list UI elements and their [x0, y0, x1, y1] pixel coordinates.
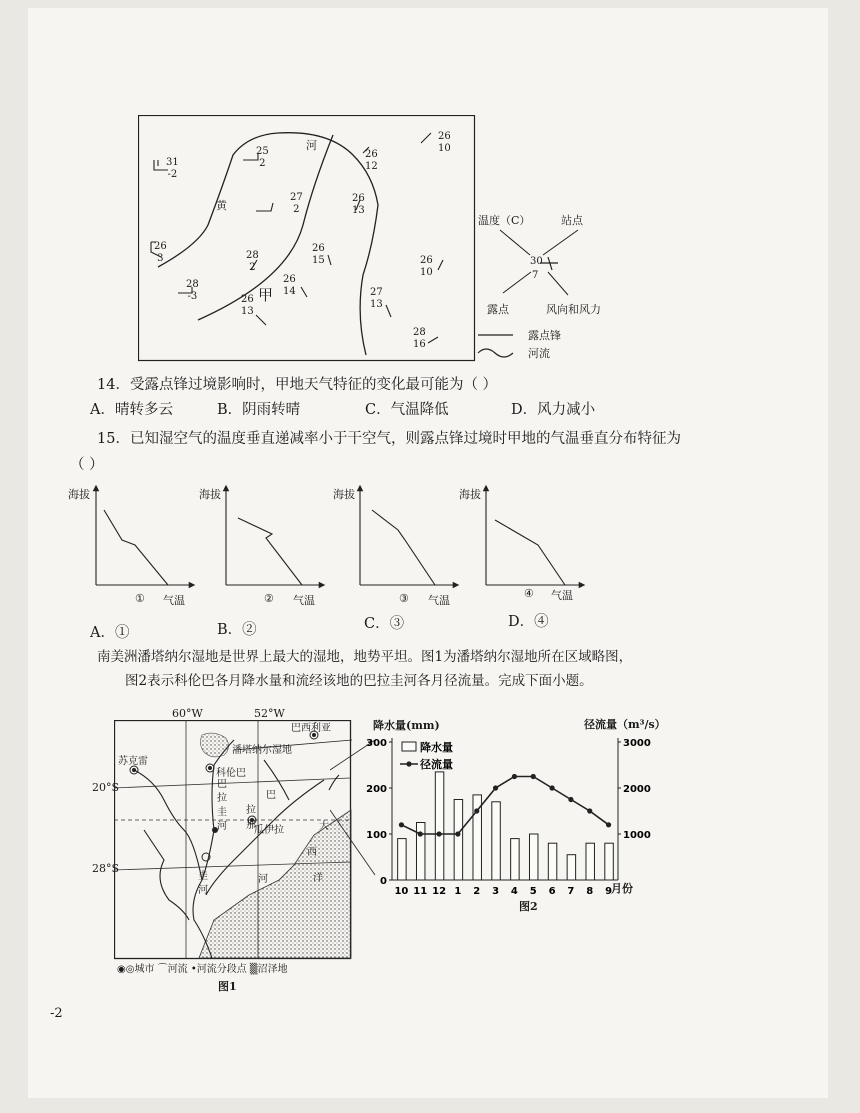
x-tick-label: 4 — [510, 886, 518, 897]
legend-runoff-label: 径流量 — [420, 758, 453, 771]
x-tick-label: 7 — [567, 886, 575, 897]
legend-wind: 风向和风力 — [546, 303, 601, 316]
legend-river-label: 河流 — [167, 964, 188, 975]
runoff-point — [606, 822, 611, 827]
place-jia: 甲 — [258, 286, 274, 304]
station-3: 27 2 — [290, 192, 303, 215]
station-13: 26 10 — [420, 255, 433, 278]
legend-city-label: 城市 — [134, 964, 155, 975]
right-tick-label: 3000 — [623, 738, 651, 749]
map-river-parana-end: 河 — [258, 874, 268, 885]
precip-bar — [586, 843, 594, 880]
station-4: 26 3 — [154, 241, 167, 264]
chart-y-left-label: 降水量(mm) — [373, 719, 440, 732]
precip-bar — [605, 843, 613, 880]
left-tick-label: 0 — [380, 876, 387, 887]
legend-swamp-icon: ▒ — [249, 964, 258, 975]
x-tick-label: 5 — [529, 886, 537, 897]
right-tick-label: 2000 — [623, 784, 651, 795]
x-tick-label: 1 — [454, 886, 462, 897]
q15-stem: 15．已知湿空气的温度垂直递减率小于干空气，则露点锋过境时甲地的气温垂直分布特征为 — [97, 431, 681, 447]
q15-option-b[interactable]: B．② — [217, 622, 257, 638]
q15-option-a[interactable]: A．① — [90, 625, 130, 641]
x-tick-label: 8 — [586, 886, 594, 897]
runoff-point — [418, 831, 423, 836]
precip-bar — [529, 834, 537, 880]
figure1-caption: 图1 — [218, 980, 237, 993]
legend-station: 站点 — [561, 214, 583, 227]
chart-y-right-label: 径流量（m³/s） — [584, 718, 666, 731]
runoff-point — [493, 785, 498, 790]
legend-temp: 温度（C） — [478, 214, 531, 227]
left-tick-label: 300 — [366, 738, 387, 749]
map-guaira: 瓜伊拉 — [254, 825, 284, 836]
station-12: 26 10 — [438, 131, 451, 154]
station-14: 27 13 — [370, 287, 383, 310]
map-river-paraguay-1: 巴 拉 圭 河 — [217, 779, 227, 832]
graph1-num: ① — [135, 592, 145, 605]
graph4-num: ④ — [524, 587, 534, 600]
x-tick-label: 12 — [432, 886, 447, 897]
figure2-caption: 图2 — [519, 900, 538, 913]
map-lon-52w: 52°W — [254, 707, 285, 720]
runoff-point — [587, 808, 592, 813]
precip-bar — [435, 772, 443, 880]
graph1-ylabel: 海拔 — [68, 488, 90, 501]
station-1: 31 -2 — [166, 157, 179, 180]
x-tick-label: 11 — [413, 886, 428, 897]
legend-river: 河流 — [528, 347, 550, 360]
precip-bar — [567, 855, 575, 880]
legend-dewpoint: 露点 — [487, 303, 509, 316]
precip-bar — [492, 802, 500, 880]
x-tick-label: 6 — [548, 886, 556, 897]
map-city-sucre: 苏克雷 — [118, 756, 148, 767]
station-10: 26 13 — [352, 193, 365, 216]
river-label-left: 黄 — [216, 199, 227, 212]
map-river-parana: 巴 拉 那 — [246, 790, 276, 831]
graph1-xlabel: 气温 — [163, 594, 185, 607]
map-river-paraguay-2: 圭 河 — [198, 871, 208, 896]
river-label-top: 河 — [306, 139, 317, 152]
graph4-ylabel: 海拔 — [459, 488, 481, 501]
map-city-brasilia: 巴西利亚 — [291, 723, 331, 734]
station-2: 25 2 — [256, 146, 269, 169]
station-8: 26 13 — [241, 294, 254, 317]
x-tick-label: 2 — [473, 886, 481, 897]
legend-precip-swatch — [402, 742, 416, 751]
intro-line-1: 南美洲潘塔纳尔湿地是世界上最大的湿地，地势平坦。图1为潘塔纳尔湿地所在区域略图， — [97, 649, 633, 665]
graph2-xlabel: 气温 — [293, 594, 315, 607]
left-tick-label: 100 — [366, 830, 387, 841]
graph2-num: ② — [264, 592, 274, 605]
precip-bar — [454, 800, 462, 881]
legend-runoff-dot — [406, 761, 411, 766]
q14-option-b[interactable]: B．阴雨转晴 — [217, 402, 301, 418]
legend-node-icon: • — [190, 964, 197, 975]
graph4-xlabel: 气温 — [551, 589, 573, 602]
x-tick-label: 9 — [605, 886, 613, 897]
station-7: 26 14 — [283, 274, 296, 297]
q14-option-a[interactable]: A．晴转多云 — [90, 402, 173, 418]
map-legend — [117, 960, 288, 975]
map-city-corumba: 科伦巴 — [216, 768, 246, 779]
legend-precip-label: 降水量 — [420, 741, 453, 754]
graph3-xlabel: 气温 — [428, 594, 450, 607]
graph2-ylabel: 海拔 — [199, 488, 221, 501]
legend-front: 露点锋 — [528, 329, 561, 342]
precip-bar — [398, 839, 406, 880]
runoff-point — [568, 797, 573, 802]
legend-city-icon: ◉◎ — [117, 964, 135, 975]
map-lat-28s: 28°S — [92, 862, 120, 875]
right-tick-label: 1000 — [623, 830, 651, 841]
map-ocean: 大 西 洋 — [307, 821, 329, 884]
map-lon-60w: 60°W — [172, 707, 203, 720]
station-15: 28 16 — [413, 327, 426, 350]
runoff-point — [455, 831, 460, 836]
runoff-point — [474, 808, 479, 813]
runoff-point — [436, 831, 441, 836]
legend-sample-dew: 7 — [532, 270, 539, 281]
q15-option-c[interactable]: C．③ — [364, 616, 405, 632]
runoff-point — [531, 774, 536, 779]
x-tick-label: 3 — [492, 886, 500, 897]
precip-bar — [416, 823, 424, 881]
station-5: 28 2 — [246, 250, 259, 273]
temperature-profile-graphs — [60, 480, 600, 610]
map-lat-20s: 20°S — [92, 781, 120, 794]
legend-swamp-label: 沼泽地 — [257, 964, 288, 975]
precip-bar — [548, 843, 556, 880]
runoff-point — [399, 822, 404, 827]
legend-sample-temp: 30 — [530, 256, 543, 267]
intro-line-2: 图2表示科伦巴各月降水量和流经该地的巴拉圭河各月径流量。完成下面小题。 — [125, 673, 593, 689]
legend-node-label: 河流分段点 — [196, 964, 247, 975]
station-9: 26 15 — [312, 243, 325, 266]
chart-x-suffix: 月份 — [611, 882, 633, 895]
runoff-point — [512, 774, 517, 779]
runoff-line — [401, 777, 608, 835]
rainfall-runoff-chart — [360, 730, 660, 900]
legend-river-icon: ⌒ — [157, 964, 168, 975]
station-6: 28 -3 — [186, 279, 199, 302]
graph3-ylabel: 海拔 — [333, 488, 355, 501]
runoff-point — [549, 785, 554, 790]
q14-stem: 14．受露点锋过境影响时，甲地天气特征的变化最可能为（ ） — [97, 377, 498, 393]
q15-paren: （ ） — [70, 457, 104, 473]
precip-bar — [511, 839, 519, 880]
q14-option-d[interactable]: D．风力减小 — [511, 402, 596, 418]
left-tick-label: 200 — [366, 784, 387, 795]
station-11: 26 12 — [365, 149, 378, 172]
page-number: -2 — [50, 1006, 63, 1021]
x-tick-label: 10 — [394, 886, 409, 897]
map-wetland-label: 潘塔纳尔湿地 — [232, 745, 292, 756]
q15-option-d[interactable]: D．④ — [508, 614, 549, 630]
q14-option-c[interactable]: C．气温降低 — [365, 402, 449, 418]
graph3-num: ③ — [399, 592, 409, 605]
